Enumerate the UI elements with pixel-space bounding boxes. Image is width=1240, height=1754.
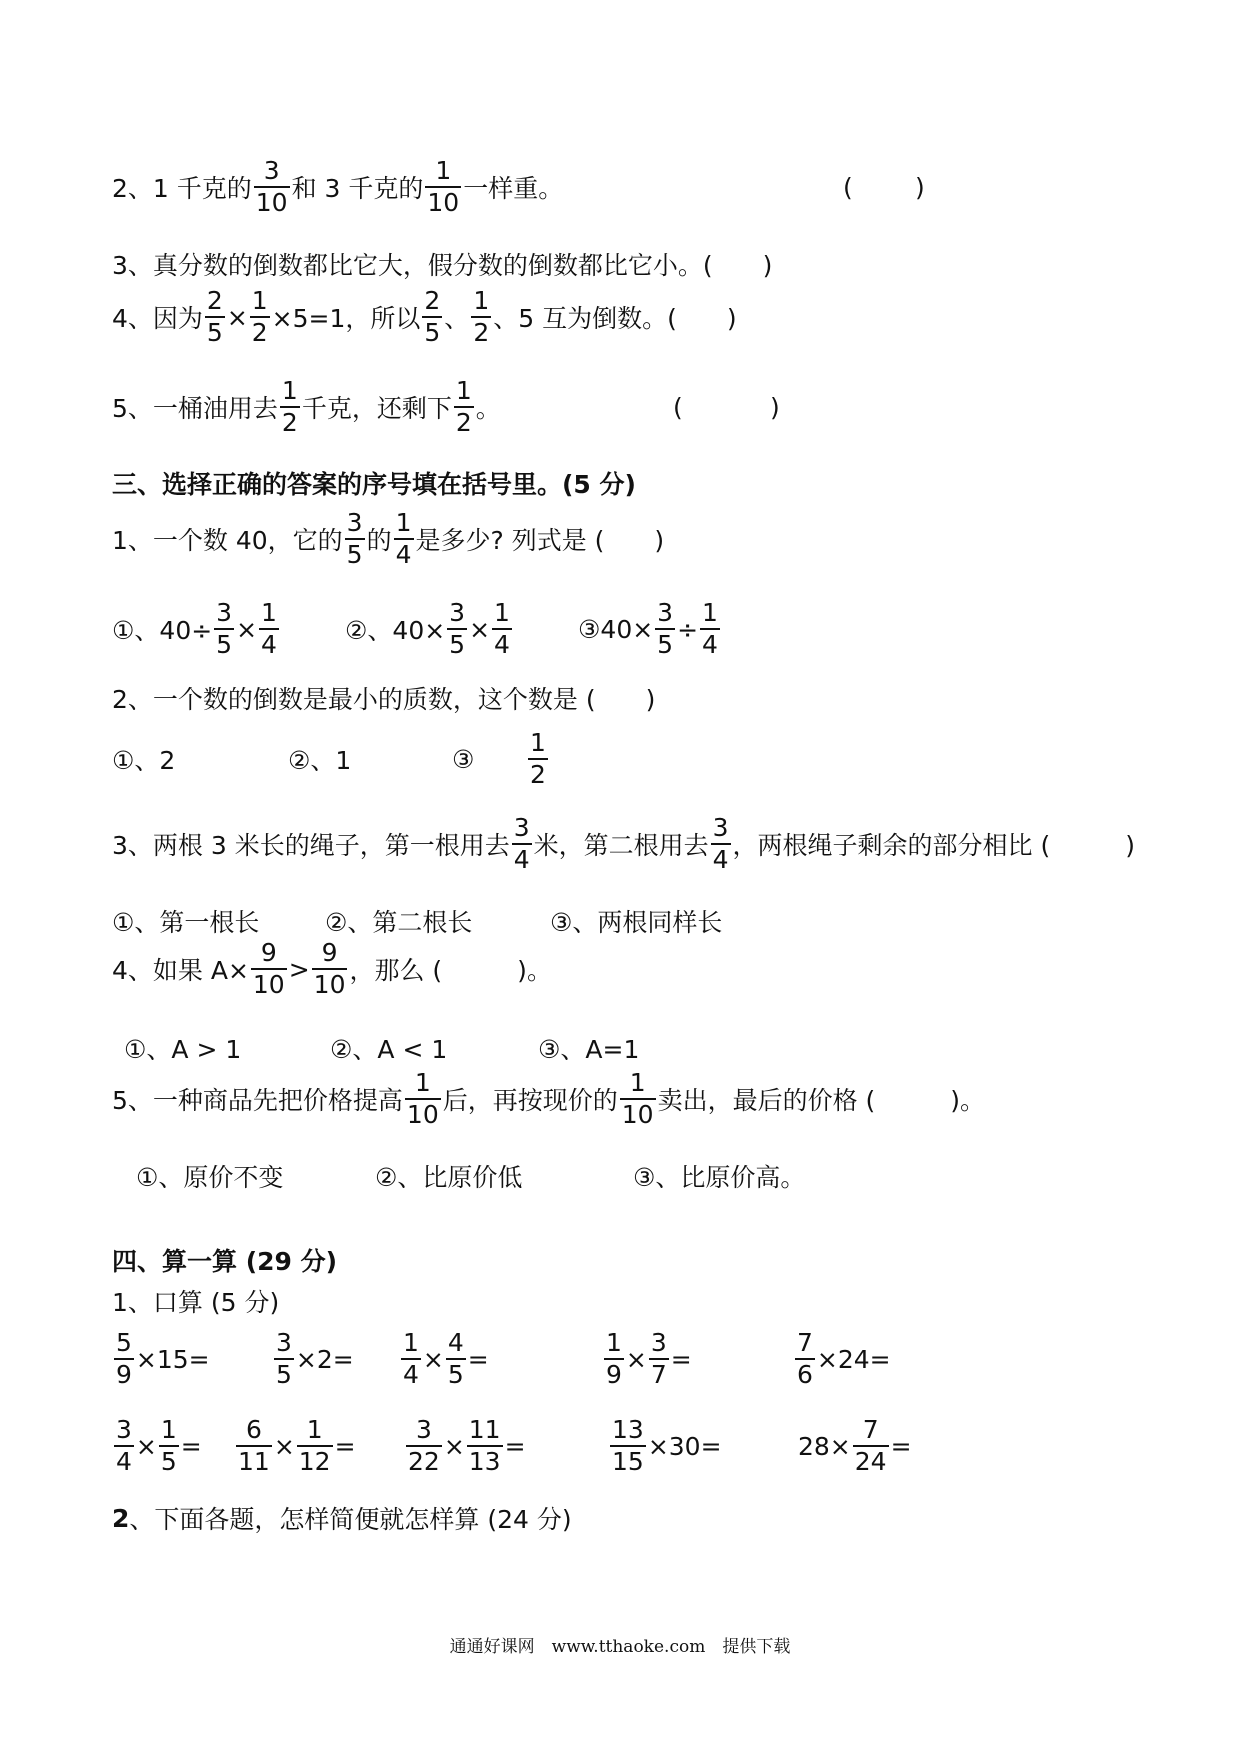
fraction: [795, 1330, 815, 1389]
text-segment: =: [180, 1431, 202, 1461]
text-segment: ÷: [677, 614, 699, 644]
text-segment: 、: [444, 304, 470, 334]
fraction: [422, 288, 442, 347]
fraction: [649, 1330, 669, 1389]
fraction-denominator: 2: [530, 760, 546, 790]
fraction-numerator: 11: [468, 1415, 501, 1444]
text-segment: (: [673, 392, 683, 422]
text-segment: 5、一桶油用去: [112, 394, 278, 424]
text-segment: =: [334, 1431, 356, 1461]
fraction-denominator: 22: [408, 1447, 440, 1477]
text-segment: 的: [366, 526, 392, 556]
text-segment: 四、算一算 (29 分): [112, 1247, 338, 1276]
text-segment: 5、一种商品先把价格提高: [112, 1086, 403, 1116]
fraction-denominator: 4: [395, 540, 412, 570]
fraction-numerator: 1: [606, 1328, 622, 1357]
text-segment: ，那么 ( )。: [349, 956, 552, 986]
text-segment: =: [890, 1431, 912, 1461]
fraction-numerator: 1: [455, 376, 472, 405]
text-segment: ×2=: [295, 1344, 354, 1374]
fraction-numerator: 1: [395, 508, 412, 537]
fraction-numerator: 1: [403, 1328, 419, 1357]
choice-item-3-options: [112, 903, 722, 939]
fraction: [274, 1330, 294, 1389]
choice-item-5: [112, 1070, 985, 1129]
text-segment: ×15=: [135, 1344, 210, 1374]
fraction: [297, 1417, 333, 1476]
fraction-denominator: 5: [276, 1360, 292, 1390]
fraction-denominator: 9: [606, 1360, 622, 1390]
fraction-denominator: 11: [238, 1447, 270, 1477]
text-segment: =: [670, 1344, 692, 1374]
fraction-denominator: 15: [612, 1447, 644, 1477]
fraction-denominator: 6: [797, 1360, 813, 1390]
fraction-numerator: 1: [435, 156, 452, 185]
fraction-numerator: 9: [260, 938, 277, 967]
fraction: [700, 600, 720, 659]
fraction-denominator: 5: [424, 318, 441, 348]
fraction: [114, 1417, 134, 1476]
fraction: [711, 815, 731, 874]
fraction-numerator: 3: [513, 813, 530, 842]
fraction: [454, 378, 474, 437]
text-segment: ②、40×: [345, 616, 446, 646]
text-segment: 、下面各题，怎样简便就怎样算 (24 分): [129, 1505, 572, 1534]
choice-item-4-options: [124, 1030, 639, 1066]
text-segment: ②、比原价低: [375, 1163, 523, 1192]
fraction: [312, 940, 348, 999]
fraction-numerator: 3: [415, 1415, 432, 1444]
text-segment: 卖出，最后的价格 ( )。: [657, 1086, 986, 1116]
fraction-numerator: 7: [797, 1328, 813, 1357]
oral-calc-row-2: [112, 1417, 912, 1476]
text-segment: =: [504, 1431, 526, 1461]
fraction-denominator: 10: [313, 970, 346, 1000]
fraction: [236, 1417, 272, 1476]
fraction-numerator: 1: [530, 728, 546, 757]
fraction-denominator: 24: [854, 1447, 887, 1477]
judge-item-3: [112, 246, 772, 282]
fraction: [205, 288, 225, 347]
text-segment: ×: [273, 1431, 295, 1461]
fraction-numerator: 2: [206, 286, 223, 315]
text-segment: 、5 互为倒数。( ): [493, 304, 737, 334]
fraction-denominator: 5: [206, 318, 223, 348]
text-segment: 1、一个数 40，它的: [112, 526, 343, 556]
fraction-numerator: 1: [251, 286, 268, 315]
text-segment: 是多少? 列式是 ( ): [415, 526, 665, 556]
fraction-denominator: 12: [298, 1447, 331, 1477]
fraction: [471, 288, 491, 347]
fraction: [406, 1417, 442, 1476]
judge-item-5: [112, 378, 780, 437]
fraction: [259, 600, 279, 659]
fraction-numerator: 3: [116, 1415, 132, 1444]
fraction: [114, 1330, 134, 1389]
fraction-numerator: 4: [447, 1328, 464, 1357]
text-segment: 一样重。: [463, 174, 564, 204]
fraction: [214, 600, 234, 659]
text-segment: ×: [422, 1344, 444, 1374]
fraction-numerator: 3: [657, 598, 674, 627]
text-segment: ②、第二根长: [325, 908, 473, 937]
fraction: [394, 510, 414, 569]
fraction-denominator: 4: [513, 845, 530, 875]
simplify-calc-title: [112, 1500, 572, 1536]
choice-item-2: [112, 680, 655, 716]
fraction: [447, 600, 467, 659]
text-segment: ③、A=1: [538, 1035, 640, 1064]
text-segment: 2: [112, 1503, 130, 1533]
fraction-numerator: 1: [629, 1068, 646, 1097]
text-segment: 1、口算 (5 分): [112, 1288, 280, 1317]
text-segment: ①、40÷: [112, 616, 213, 646]
fraction-numerator: 3: [276, 1328, 292, 1357]
fraction-numerator: 3: [263, 156, 280, 185]
text-segment: ×24=: [816, 1344, 891, 1374]
fraction: [528, 730, 548, 789]
fraction-numerator: 3: [216, 598, 233, 627]
fraction: [254, 158, 290, 217]
fraction-denominator: 4: [712, 845, 729, 875]
text-segment: 千克，还剩下: [301, 394, 452, 424]
text-segment: 3、真分数的倒数都比它大，假分数的倒数都比它小。( ): [112, 251, 773, 280]
fraction-numerator: 1: [261, 598, 277, 627]
fraction: [610, 1417, 646, 1476]
fraction-numerator: 3: [449, 598, 466, 627]
fraction: [280, 378, 300, 437]
text-segment: ): [770, 392, 780, 422]
fraction-numerator: 3: [346, 508, 363, 537]
choice-item-4: [112, 940, 552, 999]
fraction-denominator: 13: [468, 1447, 501, 1477]
fraction-numerator: 5: [116, 1328, 132, 1357]
fraction-denominator: 5: [216, 630, 233, 660]
fraction: [512, 815, 532, 874]
oral-calc-title: [112, 1283, 279, 1319]
text-segment: ③40×: [578, 614, 654, 644]
fraction: [604, 1330, 624, 1389]
fraction-denominator: 10: [427, 188, 460, 218]
fraction: [655, 600, 675, 659]
fraction-numerator: 3: [712, 813, 729, 842]
fraction: [620, 1070, 656, 1129]
fraction-denominator: 4: [494, 630, 510, 660]
text-segment: ②、A < 1: [330, 1035, 448, 1064]
fraction-denominator: 2: [473, 318, 490, 348]
fraction-denominator: 5: [346, 540, 363, 570]
fraction-numerator: 2: [424, 286, 441, 315]
text-segment: ③、两根同样长: [550, 908, 723, 937]
section-four-title: [112, 1242, 337, 1278]
fraction-numerator: 1: [494, 598, 510, 627]
fraction: [853, 1417, 889, 1476]
text-segment: ③: [452, 744, 475, 774]
fraction-denominator: 10: [252, 970, 285, 1000]
section-three-title: [112, 465, 636, 501]
choice-item-1-options: [112, 600, 722, 659]
fraction-numerator: 6: [245, 1415, 262, 1444]
fraction-denominator: 10: [621, 1100, 654, 1130]
text-segment: 3、两根 3 米长的绳子，第一根用去: [112, 831, 510, 861]
text-segment: 三、选择正确的答案的序号填在括号里。(5 分): [112, 470, 636, 499]
fraction: [345, 510, 365, 569]
fraction-denominator: 4: [116, 1447, 132, 1477]
fraction: [446, 1330, 466, 1389]
fraction-numerator: 1: [414, 1068, 431, 1097]
fraction-denominator: 4: [261, 630, 277, 660]
text-segment: ①、原价不变: [136, 1163, 284, 1192]
text-segment: ×: [443, 1431, 465, 1461]
fraction-numerator: 1: [473, 286, 490, 315]
text-segment: ×: [135, 1431, 157, 1461]
fraction-numerator: 3: [650, 1328, 667, 1357]
fraction-denominator: 4: [403, 1360, 419, 1390]
text-segment: 2、1 千克的: [112, 174, 252, 204]
fraction: [405, 1070, 441, 1129]
fraction: [425, 158, 461, 217]
fraction: [251, 940, 287, 999]
judge-item-2: [112, 158, 925, 217]
fraction-denominator: 5: [449, 630, 466, 660]
text-segment: =: [467, 1344, 489, 1374]
fraction-denominator: 4: [702, 630, 718, 660]
fraction-numerator: 1: [306, 1415, 323, 1444]
text-segment: ③、比原价高。: [633, 1163, 806, 1192]
text-segment: 4、如果 A×: [112, 956, 249, 986]
fraction: [467, 1417, 503, 1476]
text-segment: ×: [625, 1344, 647, 1374]
page-footer: 通通好课网 www.tthaoke.com 提供下载: [449, 1637, 791, 1657]
fraction-denominator: 10: [255, 188, 288, 218]
fraction: [401, 1330, 421, 1389]
text-segment: 4、因为: [112, 304, 203, 334]
text-segment: ①、第一根长: [112, 908, 260, 937]
text-segment: ×30=: [647, 1431, 722, 1461]
text-segment: ，两根绳子剩余的部分相比 ( ): [732, 831, 1136, 861]
text-segment: ×5=1，所以: [271, 304, 421, 334]
fraction-denominator: 9: [116, 1360, 132, 1390]
text-segment: ): [915, 172, 925, 202]
fraction-numerator: 13: [612, 1415, 644, 1444]
fraction-numerator: 1: [702, 598, 718, 627]
fraction-denominator: 7: [650, 1360, 667, 1390]
fraction-denominator: 2: [455, 408, 472, 438]
choice-item-1: [112, 510, 664, 569]
judge-item-4: [112, 288, 737, 347]
choice-item-2-options: [112, 730, 550, 789]
text-segment: 后，再按现价的: [442, 1086, 618, 1116]
text-segment: ×: [236, 614, 258, 644]
text-segment: 28×: [798, 1431, 851, 1461]
text-segment: ×: [469, 614, 491, 644]
choice-item-3: [112, 815, 1135, 874]
text-segment: 和 3 千克的: [291, 174, 424, 204]
fraction-numerator: 1: [160, 1415, 177, 1444]
fraction-denominator: 5: [657, 630, 674, 660]
choice-item-5-options: [136, 1158, 805, 1194]
fraction-numerator: 7: [862, 1415, 879, 1444]
fraction-numerator: 1: [281, 376, 298, 405]
fraction-denominator: 10: [406, 1100, 439, 1130]
fraction: [492, 600, 512, 659]
text-segment: 。: [475, 394, 501, 424]
fraction-denominator: 2: [281, 408, 298, 438]
fraction-denominator: 5: [160, 1447, 177, 1477]
fraction-denominator: 5: [447, 1360, 464, 1390]
text-segment: 2、一个数的倒数是最小的质数，这个数是 ( ): [112, 685, 656, 714]
fraction: [159, 1417, 179, 1476]
text-segment: (: [843, 172, 853, 202]
text-segment: ①、A > 1: [124, 1035, 242, 1064]
oral-calc-row-1: [112, 1330, 891, 1389]
fraction-denominator: 2: [251, 318, 268, 348]
text-segment: >: [288, 954, 310, 984]
text-segment: 米，第二根用去: [533, 831, 709, 861]
fraction: [250, 288, 270, 347]
text-segment: ②、1: [288, 746, 352, 776]
text-segment: ①、2: [112, 746, 176, 776]
text-segment: ×: [226, 302, 248, 332]
fraction-numerator: 9: [321, 938, 338, 967]
